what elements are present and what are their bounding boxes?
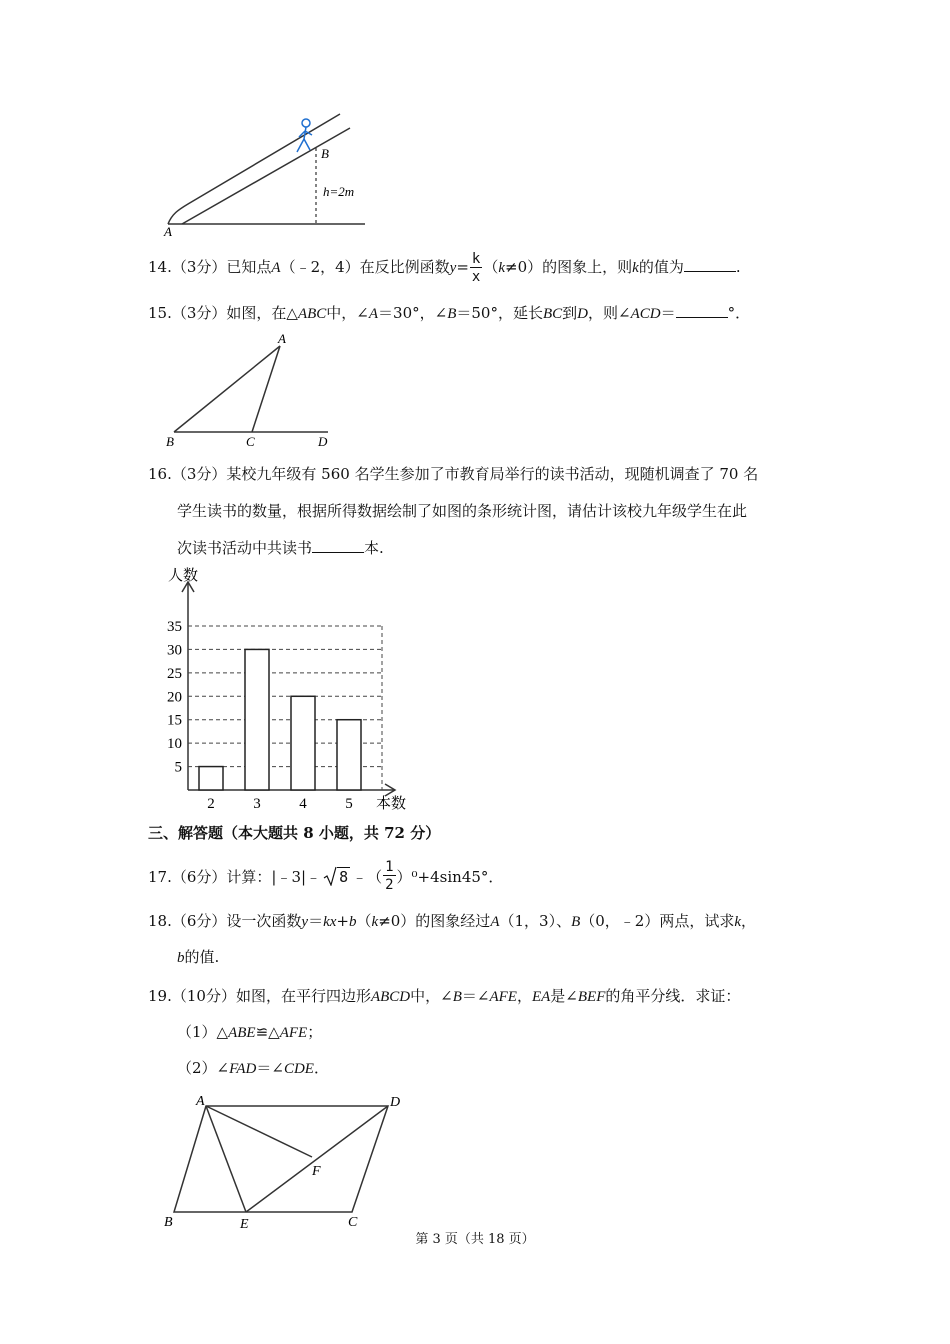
question-17: 17.（6分）计算：|﹣3|﹣ 8 ﹣（ $\frac{1}{2}$ ）⁰+4sin45°． (148, 859, 504, 893)
fig19-label-c: C (348, 1215, 358, 1230)
fig19-label-b: B (164, 1215, 173, 1230)
y-tick-label: 30 (167, 642, 182, 659)
question-19-part-2: （2）∠FAD＝∠CDE． (177, 1059, 329, 1077)
x-tick-label: 3 (253, 796, 261, 812)
fig13-label-b: B (321, 146, 329, 161)
answer-blank-14 (684, 257, 736, 272)
fig19-label-a: A (196, 1094, 205, 1109)
question-18-line-2: b的值. (177, 948, 220, 966)
fraction-one-half: $\frac{1}{2}$ (385, 859, 394, 893)
fig13-label-a: A (164, 224, 172, 239)
question-16-line-1: 16.（3分）某校九年级有 560 名学生参加了市教育局举行的读书活动，现随机调查了 70 名 (148, 465, 759, 483)
fig15-label-b: B (166, 434, 174, 449)
fraction-k-over-x: $\frac{k}{x}$ (471, 251, 481, 285)
y-tick-label: 15 (167, 712, 182, 729)
y-tick-label: 35 (167, 619, 182, 635)
sqrt-8: 8 (323, 866, 350, 886)
bar-chart (130, 560, 430, 815)
x-tick-label: 5 (345, 796, 353, 812)
y-tick-label: 10 (167, 736, 182, 753)
fig19-label-e: E (240, 1217, 249, 1232)
bar-2 (199, 767, 223, 790)
parallelogram-figure (160, 1090, 420, 1235)
question-19: 19.（10分）如图，在平行四边形ABCD中，∠B＝∠AFE，EA是∠BEF的角平分线．求证： (148, 987, 741, 1005)
x-axis-label: 本数 (376, 796, 407, 812)
fig19-label-f: F (312, 1164, 321, 1179)
question-16-line-2: 学生读书的数量，根据所得数据绘制了如图的条形统计图，请估计该校九年级学生在此 (177, 502, 748, 520)
sqrt-icon (323, 866, 337, 886)
answer-blank-15 (676, 303, 728, 318)
x-tick-label: 2 (207, 796, 215, 812)
question-14: 14.（3分）已知点A（﹣2，4）在反比例函数y= $\frac{k}{x}$ （k≠0）的图象上，则k的值为 . (148, 251, 741, 285)
ramp-figure (160, 110, 380, 240)
fig15-label-c: C (246, 434, 255, 449)
bar-4 (291, 696, 315, 790)
person-icon (297, 119, 312, 152)
y-tick-label: 5 (174, 759, 182, 776)
y-tick-label: 25 (167, 665, 182, 682)
fig13-label-h: h=2m (323, 184, 355, 199)
x-tick-label: 4 (299, 796, 307, 812)
section-3-heading: 三、解答题（本大题共 8 小题，共 72 分） (148, 824, 441, 842)
question-18-line-1: 18.（6分）设一次函数y＝kx+b（k≠0）的图象经过A（1，3）、B（0，﹣2）两点，试求k， (148, 912, 757, 930)
question-19-part-1: （1）△ABE≌△AFE； (177, 1023, 323, 1041)
triangle-abc-figure (160, 330, 350, 450)
fig15-label-d: D (318, 434, 328, 449)
answer-blank-16 (312, 538, 364, 553)
fig15-label-a: A (278, 331, 286, 346)
question-15: 15.（3分）如图，在△ABC中，∠A＝30°，∠B＝50°，延长BC到D，则∠ACD＝ °． (148, 304, 751, 322)
y-axis-label: 人数 (168, 568, 199, 584)
y-tick-label: 20 (167, 689, 182, 706)
bar-3 (245, 649, 269, 790)
question-16-line-3: 次读书活动中共读书 本. (177, 539, 384, 557)
bar-5 (337, 720, 361, 790)
fig19-label-d: D (390, 1095, 401, 1110)
page-footer: 第 3 页（共 18 页） (415, 1232, 535, 1247)
